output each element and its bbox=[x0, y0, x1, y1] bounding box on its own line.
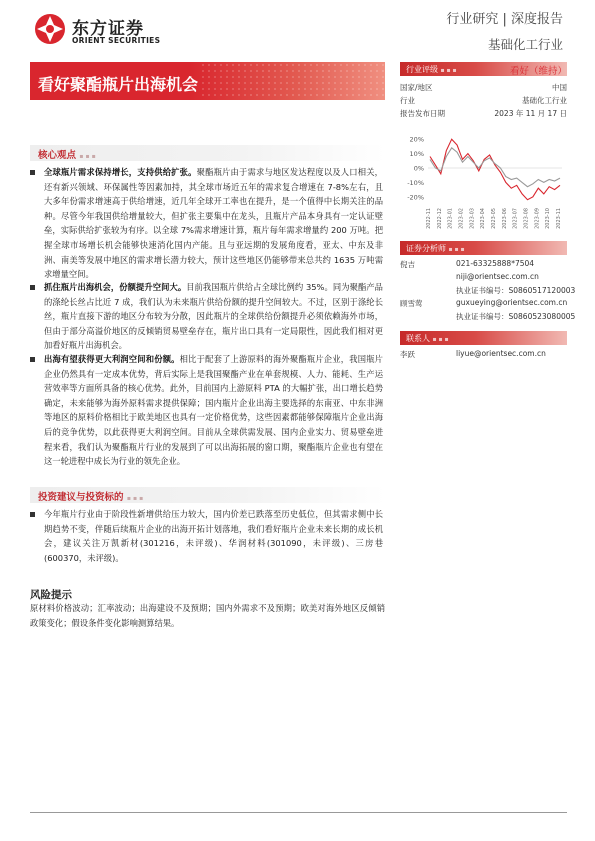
core-view-paragraph: 抓住瓶片出海机会，份额提升空间大。目前我国瓶片供给占全球比例约 35%。同为聚酯产品的涤纶长丝占比近 7 成，我们认为未来瓶片供给份额的提升空间较大。不过，区别于涤纶长丝，瓶片直接下游的地区分布较为分散，因此瓶片的全球供给份额提升必须依赖海外市场，但由于部分高溢价地区的反倾销贸易壁垒存在，瓶片出口具有一定局限性，因此我们相对更加看好瓶片出海机会。 bbox=[30, 280, 383, 353]
y-tick-label: 20% bbox=[409, 135, 424, 144]
logo-name-cn: 东方证券 bbox=[72, 19, 144, 39]
invest-title: 投资建议与投资标的 ▪ ▪ ▪ bbox=[38, 492, 144, 503]
x-tick-label: 2023-03 bbox=[469, 208, 476, 229]
analyst-cert: 执业证书编号：S0860517120003 bbox=[456, 286, 576, 295]
x-tick-label: 2023-10 bbox=[545, 208, 552, 229]
analyst-cert: 执业证书编号：S0860523080005 bbox=[456, 312, 576, 321]
rating-bar-label: 行业评级 ▪ ▪ ▪ bbox=[406, 65, 457, 74]
rating-value: 看好（维持） bbox=[509, 66, 567, 77]
risk-text: 原材料价格波动；汇率波动；出海建设不及预期；国内外需求不及预期；欧美对海外地区反倾销政策变化；假设条件变化影响测算结果。 bbox=[30, 603, 385, 628]
bar-decoration: ▪ ▪ ▪ bbox=[126, 495, 144, 502]
contact-email[interactable]: liyue@orientsec.com.cn bbox=[456, 349, 546, 358]
x-tick-label: 2023-01 bbox=[447, 208, 454, 229]
x-tick-label: 2023-02 bbox=[458, 208, 465, 229]
risk-title: 风险提示 bbox=[30, 589, 72, 601]
y-tick-label: -10% bbox=[407, 178, 424, 187]
bullet-icon bbox=[30, 357, 35, 362]
info-row: 国家/地区 中国 bbox=[400, 83, 567, 92]
bar-decoration: ▪ ▪ ▪ bbox=[440, 67, 457, 74]
analyst-name: 倪吉 bbox=[400, 260, 415, 269]
bar-decoration: ▪ ▪ ▪ bbox=[432, 336, 449, 343]
series-line bbox=[430, 148, 560, 187]
industry-name: 基础化工行业 bbox=[487, 37, 563, 52]
footer-divider bbox=[30, 812, 567, 813]
report-title: 看好聚酯瓶片出海机会 bbox=[38, 75, 199, 94]
y-tick-label: -20% bbox=[407, 193, 424, 202]
x-tick-label: 2022-11 bbox=[426, 208, 432, 229]
analysts-bar-label: 证券分析师 ▪ ▪ ▪ bbox=[406, 244, 465, 253]
analyst-email[interactable]: guxueying@orientsec.com.cn bbox=[456, 298, 568, 307]
logo-name-en: ORIENT SECURITIES bbox=[72, 36, 161, 45]
x-tick-label: 2023-04 bbox=[480, 208, 487, 229]
banner-texture bbox=[200, 62, 385, 100]
contacts-bar-label: 联系人 ▪ ▪ ▪ bbox=[406, 334, 449, 343]
x-tick-label: 2023-08 bbox=[523, 208, 530, 229]
x-tick-label: 2023-06 bbox=[501, 208, 508, 229]
report-header bbox=[446, 8, 563, 53]
x-tick-label: 2023-09 bbox=[534, 208, 541, 229]
core-view-title: 核心观点 ▪ ▪ ▪ bbox=[38, 150, 96, 161]
analyst-email[interactable]: niji@orientsec.com.cn bbox=[456, 272, 539, 281]
report-type: 行业研究 | 深度报告 bbox=[446, 12, 563, 27]
x-tick-label: 2023-11 bbox=[556, 208, 562, 229]
x-tick-label: 2023-05 bbox=[491, 208, 497, 229]
logo-icon bbox=[34, 13, 66, 45]
info-row: 报告发布日期 2023 年 11 月 17 日 bbox=[400, 109, 567, 118]
bar-decoration: ▪ ▪ ▪ bbox=[79, 153, 96, 160]
performance-chart bbox=[400, 124, 567, 229]
y-tick-label: 10% bbox=[409, 150, 424, 159]
y-tick-label: 0% bbox=[413, 164, 424, 173]
core-view-paragraph: 出海有望获得更大利润空间和份额。相比于配套了上游原料的海外聚酯瓶片企业，我国瓶片企业仍然具有一定成本优势，背后实际上是我国聚酯产业在单套规模、人力、能耗、生产运营效率等方面所具备的核心优势。此外，目前国内上游原料 PTA 的大幅扩张，出口增长趋势确定，未来能够为海外原料需求提供保障；国内瓶片企业出海主要选择的东南亚、中东非洲等地区的原料价格相比于欧美地区也具有一定价格优势，这些因素都能够保障瓶片企业出海后的竞争优势，以此获得更大利润空间。目前从全球供需发展、国内企业实力、贸易壁垒进程来看，我们认为聚酯瓶片行业的发展到了可以出海拓展的窗口期，聚酯瓶片企业也有望在这一轮进程中成长为行业的领先企业。 bbox=[30, 352, 383, 469]
analyst-phone: 021-63325888*7504 bbox=[456, 259, 535, 268]
bullet-icon bbox=[30, 170, 35, 175]
info-row: 行业 基础化工行业 bbox=[400, 96, 567, 105]
core-view-paragraph: 全球瓶片需求保持增长，支持供给扩张。聚酯瓶片由于需求与地区发达程度以及人口相关，还有新兴领域、环保属性等因素加持，其全球市场近五年的需求复合增速在 7-8%左右，且大多年份需求增速高于供给增速，近几年全球开工率也在提升，是一个值得中长期关注的品种。尽管今年我国供给增量较大，但扩张主要集中在龙头，且瓶片产品本身具有一定认证壁垒，实际供给扩张较为有序。以全球 7%需求增速计算，瓶片每年需求增量约 200 万吨。把握全球市场增长机会能够快速消化国内产能。且与亚远期的发展角度看，亚太、中东及非洲、南美等发展中地区的需求增长潜力较大，预计这些地区仍能够带来总共约 1635 万吨需求增量空间。 bbox=[30, 165, 383, 282]
x-tick-label: 2023-07 bbox=[512, 208, 519, 229]
analyst-name: 顾雪莺 bbox=[400, 299, 423, 308]
contact-name: 李跃 bbox=[400, 350, 415, 359]
invest-paragraph: 今年瓶片行业由于阶段性新增供给压力较大，国内价差已跌落至历史低位，但其需求侧中长期趋势不变，伴随后续瓶片企业的出海开拓计划落地，我们看好瓶片企业未来长期的成长机会，建议关注万凯新材(301216，未评级)、华润材料(301090，未评级)、三房巷(600370，未评级)。 bbox=[30, 507, 383, 565]
bullet-icon bbox=[30, 512, 35, 517]
series-line bbox=[430, 139, 560, 200]
bullet-icon bbox=[30, 285, 35, 290]
bar-decoration: ▪ ▪ ▪ bbox=[448, 246, 465, 253]
x-tick-label: 2022-12 bbox=[436, 208, 443, 229]
